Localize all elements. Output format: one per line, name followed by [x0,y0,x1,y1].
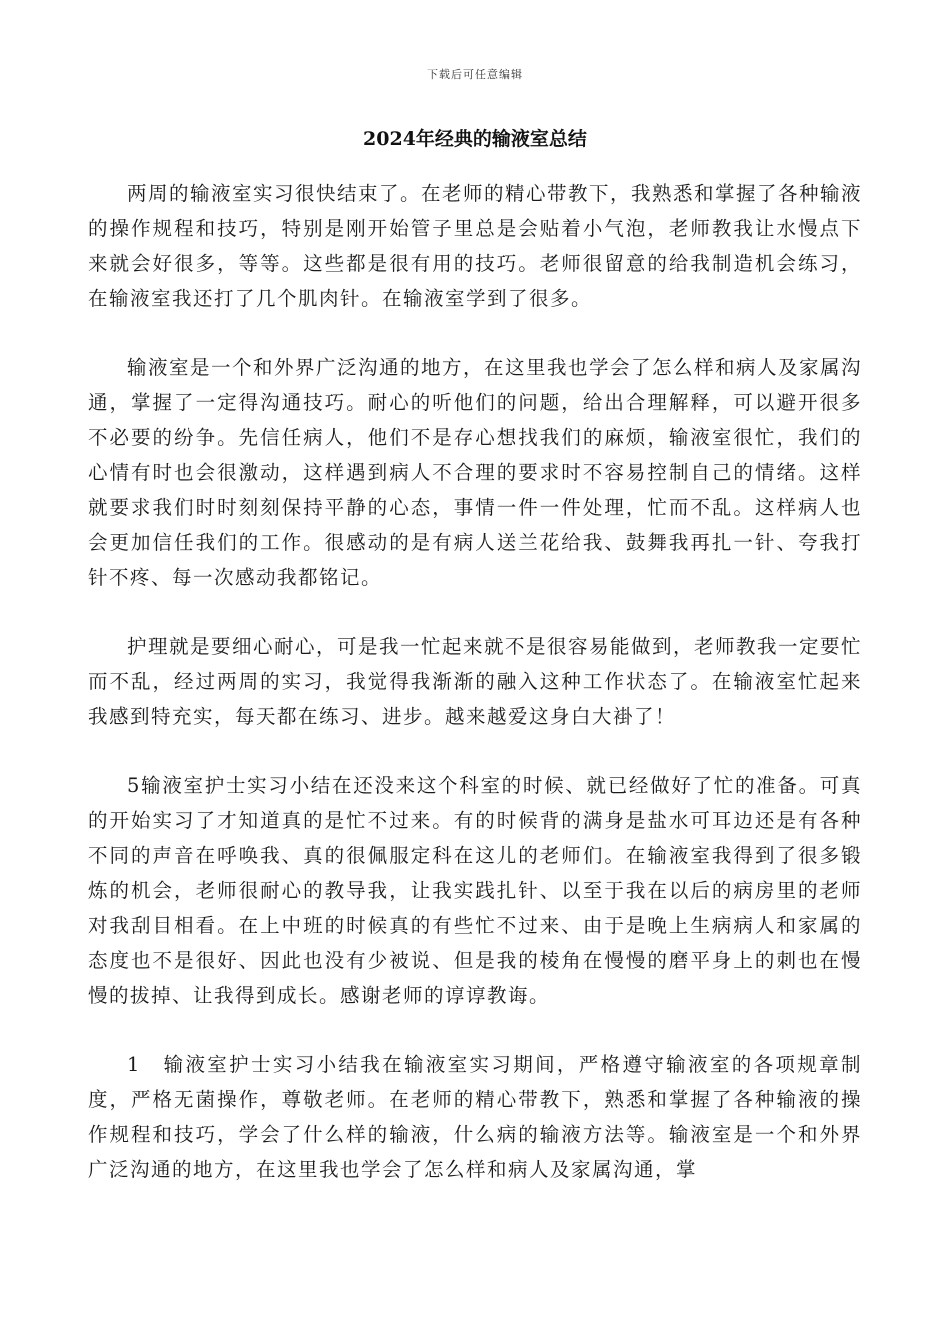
paragraph-5: 1 输液室护士实习小结我在输液室实习期间，严格遵守输液室的各项规章制度，严格无菌操作，尊敬老师。在老师的精心带教下，熟悉和掌握了各种输液的操作规程和技巧，学会了什么样的输液，什么病的输液方法等。输液室是一个和外界广泛沟通的地方，在这里我也学会了怎么样和病人及家属沟通，掌 [88,1053,862,1181]
paragraph-3: 护理就是要细心耐心，可是我一忙起来就不是很容易能做到，老师教我一定要忙而不乱，经过两周的实习，我觉得我渐渐的融入这种工作状态了。在输液室忙起来我感到特充实，每天都在练习、进步。越来越爱这身白大褂了！ [88,635,863,728]
paragraph-1: 两周的输液室实习很快结束了。在老师的精心带教下，我熟悉和掌握了各种输液的操作规程和技巧，特别是刚开始管子里总是会贴着小气泡，老师教我让水慢点下来就会好很多，等等。这些都是很有用的技巧。老师很留意的给我制造机会练习，在输液室我还打了几个肌肉针。在输液室学到了很多。 [88,182,863,310]
document-title: 2024年经典的输液室总结 [363,128,587,150]
document-body [88,176,862,1221]
header-note: 下载后可任意编辑 [427,68,523,81]
paragraph-4: 5输液室护士实习小结在还没来这个科室的时候、就已经做好了忙的准备。可真的开始实习了才知道真的是忙不过来。有的时候背的满身是盐水可耳边还是有各种不同的声音在呼唤我、真的很佩服定科在这儿的老师们。在输液室我得到了很多锻炼的机会，老师很耐心的教导我，让我实践扎针、以至于我在以后的病房里的老师对我刮目相看。在上中班的时候真的有些忙不过来、由于是晚上生病病人和家属的态度也不是很好、因此也没有少被说、但是我的棱角在慢慢的磨平身上的刺也在慢慢的拔掉、让我得到成长。感谢老师的谆谆教诲。 [88,774,862,1007]
paragraph-2: 输液室是一个和外界广泛沟通的地方，在这里我也学会了怎么样和病人及家属沟通，掌握了一定得沟通技巧。耐心的听他们的问题，给出合理解释，可以避开很多不必要的纷争。先信任病人，他们不是存心想找我们的麻烦，输液室很忙，我们的心情有时也会很激动，这样遇到病人不合理的要求时不容易控制自己的情绪。这样就要求我们时时刻刻保持平静的心态，事情一件一件处理，忙而不乱。这样病人也会更加信任我们的工作。很感动的是有病人送兰花给我、鼓舞我再扎一针、夸我打针不疼、每一次感动我都铭记。 [88,356,863,589]
